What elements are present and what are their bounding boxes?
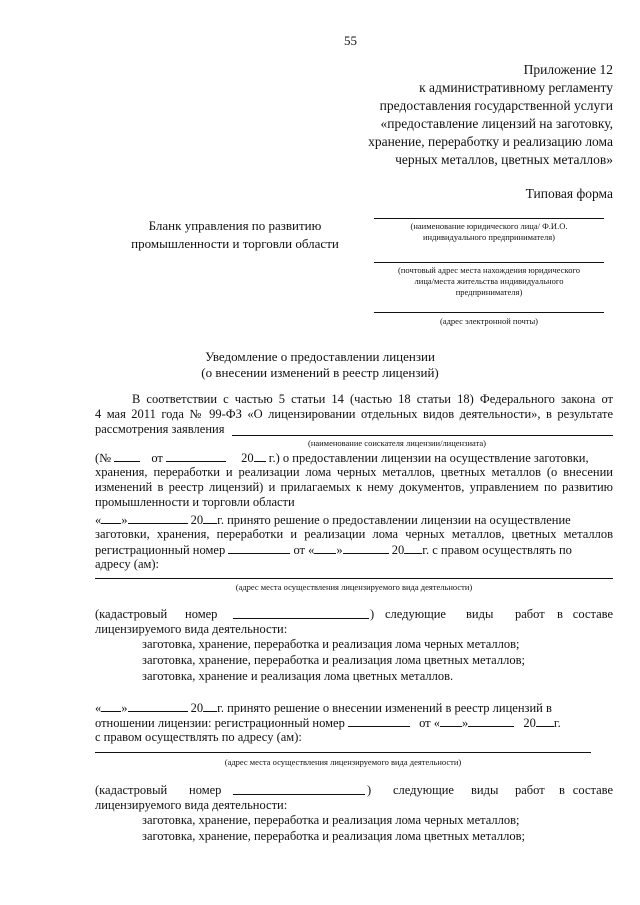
p3-quote-open: « <box>95 513 102 527</box>
blank-line-1: Бланк управления по развитию <box>148 218 322 233</box>
p3-line-3 <box>95 542 572 557</box>
change-reg-day-field[interactable] <box>440 715 462 727</box>
p2-line-2: хранения, переработки и реализации лома черных металлов, цветных металлов (о внесении <box>95 465 613 479</box>
work-item-5: заготовка, хранение, переработка и реализация лома цветных металлов; <box>142 829 525 843</box>
p4-reg-quote-close: » <box>462 716 469 730</box>
work-item-4: заготовка, хранение, переработка и реализация лома черных металлов; <box>142 813 520 827</box>
p4-quote-open: « <box>95 701 102 715</box>
cadastral-number-label: номер <box>185 607 218 621</box>
activity-address-caption-2: (адрес места осуществления лицензируемого вида деятельности) <box>224 757 462 767</box>
p1-line-2: 4 мая 2011 года № 99-ФЗ «О лицензировании отдельных видов деятельности», в результате <box>95 407 613 421</box>
p3-line-4: адресу (ам): <box>95 557 160 571</box>
p3-year-prefix: 20 <box>190 513 204 527</box>
activity-address-line-2[interactable] <box>95 752 591 753</box>
cadastral-2-types: виды <box>471 783 499 797</box>
p3-quote-close: » <box>121 513 128 527</box>
change-reg-number-field[interactable] <box>348 715 410 727</box>
applicant-name-line <box>232 435 613 436</box>
change-year-field[interactable] <box>203 700 217 712</box>
cadastral-in: в <box>557 607 563 621</box>
cadastral-label: (кадастровый <box>95 607 168 621</box>
p4-line-1 <box>95 700 613 715</box>
form-type-label: Типовая форма <box>525 186 613 201</box>
cadastral-composition: составе <box>572 607 613 621</box>
cadastral-types: виды <box>466 607 494 621</box>
addressee-postal-caption-1: (почтовый адрес места нахождения юридического <box>398 265 580 275</box>
reg-day-field[interactable] <box>314 542 336 554</box>
decision-month-field[interactable] <box>128 512 188 524</box>
work-item-2: заготовка, хранение, переработка и реализация лома цветных металлов; <box>142 653 525 667</box>
p4-quote-close: » <box>121 701 128 715</box>
p4-line-2 <box>95 715 613 730</box>
change-reg-month-field[interactable] <box>468 715 514 727</box>
p3-reg-year-prefix: 20 <box>391 543 405 557</box>
reg-year-field[interactable] <box>404 542 422 554</box>
application-number-field[interactable] <box>114 450 140 462</box>
cadastral-works: работ <box>515 607 545 621</box>
activity-address-line-1[interactable] <box>95 578 613 579</box>
p4-reg-year-prefix: 20 <box>523 716 536 730</box>
appendix-line-2: к административному регламенту <box>419 80 613 95</box>
change-reg-year-field[interactable] <box>536 715 554 727</box>
work-item-3: заготовка, хранение и реализация лома цветных металлов. <box>142 669 454 683</box>
p2-number-prefix: (№ <box>95 451 112 465</box>
p3-reg-number-label: регистрационный номер <box>95 543 226 557</box>
p2-year-prefix: 20 <box>241 451 254 465</box>
addressee-postal-caption-2: лица/места жительства индивидуального <box>414 276 564 286</box>
cadastral-line-2: лицензируемого вида деятельности: <box>95 622 288 636</box>
p3-from-label: от « <box>293 543 315 557</box>
appendix-line-6: черных металлов, цветных металлов» <box>395 152 613 167</box>
addressee-email-caption: (адрес электронной почты) <box>439 316 539 326</box>
cadastral-2-works: работ <box>515 783 545 797</box>
p3-line-1 <box>95 512 571 527</box>
change-month-field[interactable] <box>128 700 188 712</box>
appendix-line-5: хранение, переработку и реализацию лома <box>368 134 613 149</box>
appendix-line-4: «предоставление лицензий на заготовку, <box>380 116 613 131</box>
cadastral-paren-close: ) <box>370 607 375 621</box>
decision-day-field[interactable] <box>101 512 121 524</box>
appendix-line-1: Приложение 12 <box>523 62 613 77</box>
cadastral-number-field-1[interactable] <box>233 607 369 619</box>
appendix-line-3: предоставления государственной услуги <box>379 98 613 113</box>
p2-line-1 <box>95 450 589 465</box>
reg-number-field[interactable] <box>228 542 290 554</box>
cadastral-2-following: следующие <box>393 783 454 797</box>
addressee-postal-line <box>374 262 604 263</box>
p3-reg-quote-close: » <box>336 543 343 557</box>
cadastral-2-paren-close: ) <box>367 783 372 797</box>
blank-line-2: промышленности и торговли области <box>131 236 339 251</box>
p2-line-1-text: г.) о предоставлении лицензии на осуществление заготовки, <box>268 451 589 465</box>
p4-year-prefix: 20 <box>190 701 204 715</box>
work-item-1: заготовка, хранение, переработка и реализация лома черных металлов; <box>142 637 520 651</box>
p4-from-label: от « <box>419 716 441 730</box>
notice-title-line-1: Уведомление о предоставлении лицензии <box>205 349 435 364</box>
p1-line-3: рассмотрения заявления <box>95 422 225 436</box>
addressee-name-caption-2: индивидуального предпринимателя) <box>423 232 555 242</box>
p4-line-2-end: г. <box>553 716 561 730</box>
notice-title-line-2: (о внесении изменений в реестр лицензий) <box>201 365 439 380</box>
addressee-postal-caption-3: предпринимателя) <box>455 287 523 297</box>
cadastral-following: следующие <box>385 607 446 621</box>
cadastral-2-number-label: номер <box>189 783 222 797</box>
cadastral-number-field-2[interactable] <box>233 783 365 795</box>
cadastral-2-line-2: лицензируемого вида деятельности: <box>95 798 288 812</box>
application-year-field[interactable] <box>254 450 266 462</box>
page-number: 55 <box>344 33 357 48</box>
addressee-email-line <box>374 312 604 313</box>
application-date-field[interactable] <box>166 450 226 462</box>
decision-year-field[interactable] <box>203 512 217 524</box>
p2-from-label: от <box>151 451 163 465</box>
addressee-name-line <box>374 218 604 219</box>
change-day-field[interactable] <box>101 700 121 712</box>
p2-line-3: изменений в реестр лицензий) и прилагаемых к нему документов, управлением по развитию <box>95 480 613 494</box>
cadastral-2-in: в <box>559 783 565 797</box>
cadastral-2-label: (кадастровый <box>95 783 168 797</box>
p4-line-3: с правом осуществлять по адресу (ам): <box>95 730 302 744</box>
p4-line-1-text: г. принято решение о внесении изменений в реестр лицензий в <box>217 701 552 715</box>
p3-line-3-text: г. с правом осуществлять по <box>422 543 572 557</box>
p3-line-2: заготовки, хранения, переработки и реализации лома черных металлов, цветных металлов <box>95 527 613 541</box>
addressee-name-caption-1: (наименование юридического лица/ Ф.И.О. <box>410 221 568 231</box>
p1-line-1: В соответствии с частью 5 статьи 14 (частью 18 статьи 18) Федерального закона от <box>132 392 613 406</box>
p2-line-4: промышленности и торговли области <box>95 495 295 509</box>
applicant-name-caption: (наименование соискателя лицензии/лицензиата) <box>307 438 486 448</box>
reg-month-field[interactable] <box>343 542 389 554</box>
p4-reg-number-label: отношении лицензии: регистрационный номер <box>95 716 345 730</box>
p3-line-1-text: г. принято решение о предоставлении лицензии на осуществление <box>217 513 571 527</box>
activity-address-caption-1: (адрес места осуществления лицензируемого вида деятельности) <box>235 582 473 592</box>
cadastral-2-composition: составе <box>572 783 613 797</box>
